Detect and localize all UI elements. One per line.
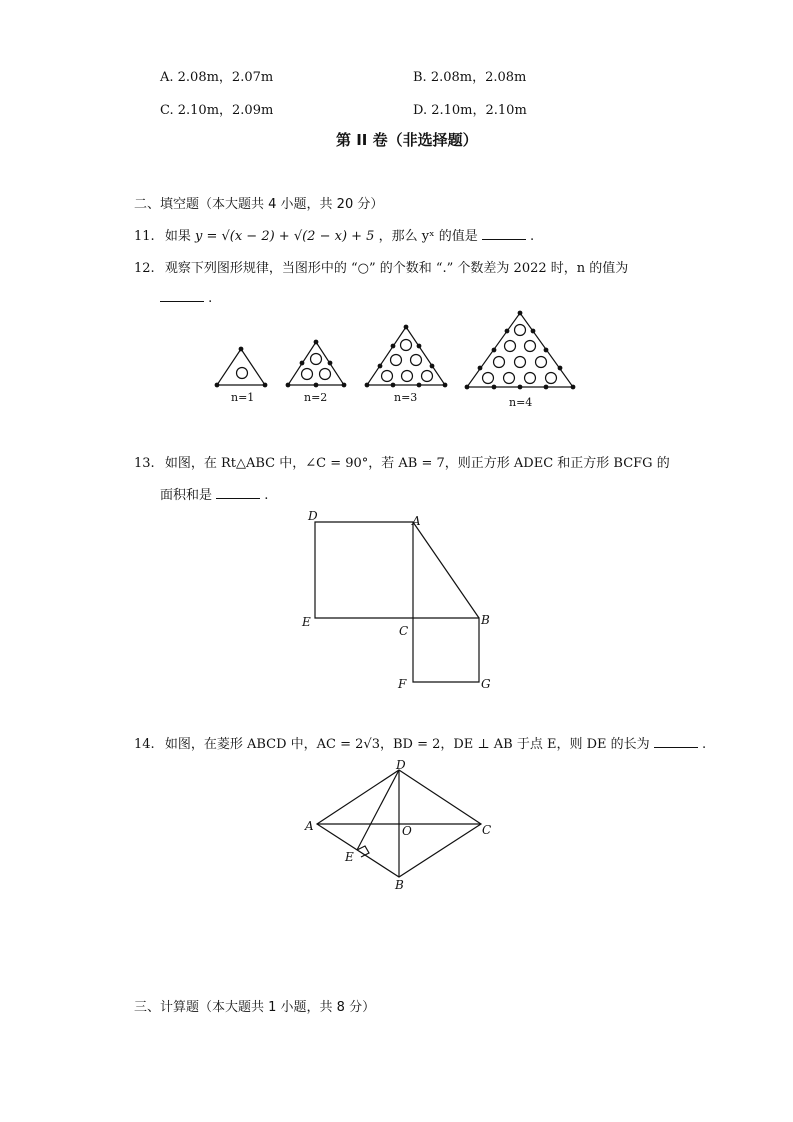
q14-rhombus-figure — [295, 755, 505, 895]
circle-mark — [411, 355, 422, 366]
q13-number: 13. — [134, 456, 155, 471]
q11-suffix: ，那么 yˣ 的值是 — [378, 229, 478, 244]
question-14 — [134, 733, 706, 752]
q14-number: 14. — [134, 737, 155, 752]
question-12 — [134, 257, 628, 276]
q12-triangle-figure — [205, 305, 585, 415]
circle-mark — [494, 357, 505, 368]
option-c: C. 2.10m，2.09m — [160, 103, 274, 118]
q12-end: . — [208, 291, 213, 306]
q14-text: 如图，在菱形 ABCD 中，AC = 2√3，BD = 2，DE ⊥ AB 于点 E，则 DE 的长为 — [164, 737, 650, 752]
circle-mark — [422, 371, 433, 382]
circle-mark — [311, 354, 322, 365]
q12-line2 — [160, 289, 212, 306]
q14-answer-blank — [654, 735, 698, 748]
circle-mark — [483, 373, 494, 384]
q11-number: 11. — [134, 229, 155, 244]
square-adec — [315, 522, 413, 618]
circle-mark — [391, 355, 402, 366]
option-b: B. 2.08m，2.08m — [413, 70, 527, 85]
point-a-label: A — [305, 819, 314, 833]
q12-answer-blank — [160, 289, 204, 302]
circle-mark — [525, 373, 536, 384]
triangle-n3 — [367, 327, 445, 385]
circle-mark — [382, 371, 393, 382]
label-n1: n=1 — [231, 391, 255, 404]
point-a-label: A — [412, 514, 421, 528]
question-11 — [134, 225, 534, 244]
part2-title: 第 II 卷（非选择题） — [336, 131, 478, 149]
q13-answer-blank — [216, 486, 260, 499]
point-b-label: B — [481, 613, 490, 627]
q13-end: . — [264, 488, 269, 503]
label-n3: n=3 — [394, 391, 418, 404]
option-a: A. 2.08m，2.07m — [160, 70, 274, 85]
label-n2: n=2 — [304, 391, 328, 404]
q13-text: 如图，在 Rt△ABC 中，∠C = 90°，若 AB = 7，则正方形 ADEC 和正方形 BCFG 的 — [164, 456, 670, 471]
square-bcfg — [413, 618, 479, 682]
circle-mark — [237, 368, 248, 379]
q11-equation: y = √(x − 2) + √(2 − x) + 5 — [194, 229, 375, 244]
q11-answer-blank — [482, 227, 526, 240]
point-d-label: D — [396, 758, 406, 772]
q13-squares-figure — [295, 505, 505, 695]
circle-mark — [546, 373, 557, 384]
circle-mark — [505, 341, 516, 352]
q12-text: 观察下列图形规律，当图形中的 “○” 的个数和 “.” 个数差为 2022 时，n 的值为 — [164, 261, 629, 276]
circle-mark — [525, 341, 536, 352]
circle-mark — [515, 357, 526, 368]
circle-mark — [401, 340, 412, 351]
question-13 — [134, 452, 670, 471]
circle-mark — [320, 369, 331, 380]
circle-mark — [536, 357, 547, 368]
section2-header: 二、填空题（本大题共 4 小题，共 20 分） — [134, 197, 384, 212]
point-g-label: G — [481, 677, 491, 691]
q11-end: . — [530, 229, 535, 244]
label-n4: n=4 — [509, 396, 533, 409]
circle-mark — [402, 371, 413, 382]
q13-line2-text: 面积和是 — [160, 488, 213, 503]
q13-line2 — [160, 484, 268, 503]
q12-number: 12. — [134, 261, 155, 276]
point-e-label: E — [302, 615, 311, 629]
circle-mark — [302, 369, 313, 380]
triangle-n2 — [288, 342, 344, 385]
section3-header: 三、计算题（本大题共 1 小题，共 8 分） — [134, 1000, 376, 1015]
q11-prefix: 如果 — [164, 229, 191, 244]
segment-ab — [413, 522, 479, 618]
point-c-label: C — [482, 823, 492, 837]
point-c-label: C — [399, 624, 409, 638]
point-e-label: E — [345, 850, 354, 864]
point-b-label: B — [395, 878, 404, 892]
circle-mark — [515, 325, 526, 336]
option-d: D. 2.10m，2.10m — [413, 103, 527, 118]
q14-end: . — [701, 737, 707, 752]
segment-de — [357, 770, 399, 850]
circle-mark — [504, 373, 515, 384]
point-o-label: O — [402, 824, 412, 838]
point-f-label: F — [398, 677, 407, 691]
point-d-label: D — [308, 509, 318, 523]
